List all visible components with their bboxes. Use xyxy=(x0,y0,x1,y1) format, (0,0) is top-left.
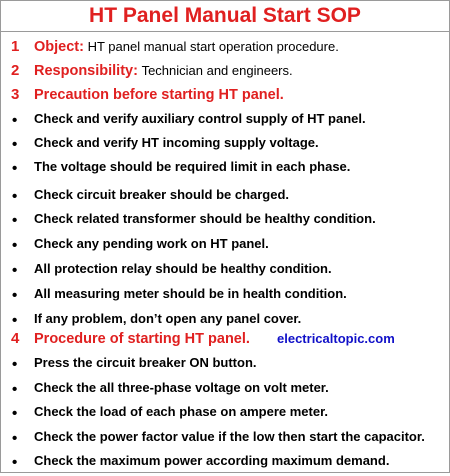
list-item-text: Check any pending work on HT panel. xyxy=(34,236,269,251)
bullet-icon: • xyxy=(12,262,18,279)
bullet-icon: • xyxy=(12,430,18,447)
section-number: 3 xyxy=(11,86,20,103)
section-line xyxy=(34,60,293,82)
section-label: Responsibility: xyxy=(34,63,138,79)
bullet-icon: • xyxy=(12,405,18,422)
list-item xyxy=(1,156,449,180)
website-watermark: electricaltopic.com xyxy=(277,331,395,346)
list-item-text: The voltage should be required limit in each phase. xyxy=(34,159,351,174)
section-text: HT panel manual start operation procedure. xyxy=(87,39,339,54)
list-item xyxy=(1,233,449,257)
bullet-icon: • xyxy=(12,287,18,304)
bullet-icon: • xyxy=(12,356,18,373)
list-item-text: Check the power factor value if the low then start the capacitor. xyxy=(34,429,425,444)
list-item-text: Check the load of each phase on ampere meter. xyxy=(34,404,329,419)
list-item xyxy=(1,352,449,376)
section-2 xyxy=(1,60,449,82)
list-item xyxy=(1,132,449,156)
section-label: Precaution before starting HT panel. xyxy=(34,87,284,103)
section-line xyxy=(34,328,250,350)
list-item xyxy=(1,450,449,472)
bullet-icon: • xyxy=(12,188,18,205)
bullet-icon: • xyxy=(12,160,18,177)
list-item xyxy=(1,208,449,232)
bullet-icon: • xyxy=(12,212,18,229)
list-item-text: Check the all three-phase voltage on volt meter. xyxy=(34,380,329,395)
section-1 xyxy=(1,36,449,58)
section-text: Technician and engineers. xyxy=(141,63,293,78)
bullet-icon: • xyxy=(12,237,18,254)
section-4 xyxy=(1,328,449,350)
list-item-text: Check the maximum power according maximum demand. xyxy=(34,453,390,468)
list-item xyxy=(1,108,449,132)
section-number: 1 xyxy=(11,38,20,55)
list-item-text: If any problem, don’t open any panel cover. xyxy=(34,311,302,326)
list-item xyxy=(1,401,449,425)
list-item xyxy=(1,377,449,401)
bullet-icon: • xyxy=(12,136,18,153)
list-item xyxy=(1,184,449,208)
list-item-text: Check and verify auxiliary control supply of HT panel. xyxy=(34,111,366,126)
section-3 xyxy=(1,84,449,106)
bullet-icon: • xyxy=(12,381,18,398)
list-item xyxy=(1,258,449,282)
list-item-text: Check related transformer should be healthy condition. xyxy=(34,211,376,226)
bullet-icon: • xyxy=(12,454,18,471)
page-title: HT Panel Manual Start SOP xyxy=(1,1,449,32)
bullet-icon: • xyxy=(12,112,18,129)
section-label: Procedure of starting HT panel. xyxy=(34,331,250,347)
section-number: 2 xyxy=(11,62,20,79)
bullet-icon: • xyxy=(12,312,18,329)
list-item-text: Check and verify HT incoming supply voltage. xyxy=(34,135,319,150)
section-label: Object: xyxy=(34,39,84,55)
list-item-text: All protection relay should be healthy condition. xyxy=(34,261,332,276)
list-item xyxy=(1,426,449,450)
section-line xyxy=(34,36,339,58)
list-item-text: All measuring meter should be in health condition. xyxy=(34,286,347,301)
section-line xyxy=(34,84,284,106)
list-item xyxy=(1,283,449,307)
list-item-text: Press the circuit breaker ON button. xyxy=(34,355,257,370)
section-number: 4 xyxy=(11,330,20,347)
list-item-text: Check circuit breaker should be charged. xyxy=(34,187,290,202)
